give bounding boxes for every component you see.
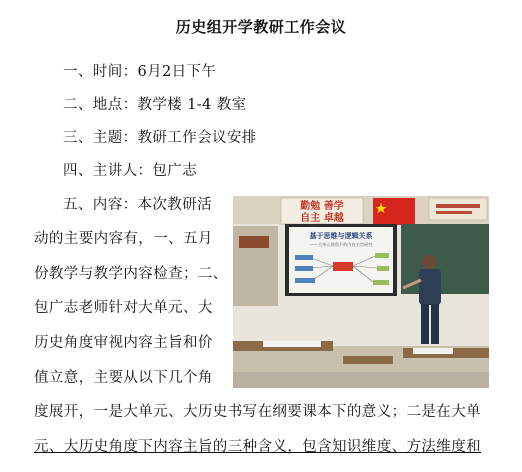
content-line-3: 份教学与教学内容检查；二、 [34,266,228,282]
teacher [422,255,436,269]
time-value: 6月2日下午 [137,64,217,80]
theme-value: 教研工作会议安排 [137,130,257,146]
location-value: 教学楼 1-4 教室 [137,97,247,113]
document-title: 历史组开学教研工作会议 [175,18,347,36]
speaker-label: 四、主讲人： [63,163,153,179]
speaker-line [63,159,197,180]
theme-line [63,126,257,147]
content-line-5: 历史角度审视内容主旨和价 [34,335,213,351]
time-label: 一、时间： [63,64,138,80]
content-line-8: 元、大历史角度下内容主旨的三种含义，包含知识维度、方法维度和 [34,439,481,455]
content-line-2: 动的主要内容有，一、五月 [34,231,213,247]
banner-text-top: 勤勉 善学 [300,201,344,212]
banner-text-bottom: 自主 卓越 [300,213,344,224]
content-line-6: 值立意，主要从以下几个角 [34,370,213,386]
meeting-photo [233,196,489,388]
content-line-7: 度展开，一是大单元、大历史书写在纲要课本下的意义；二是在大单 [34,404,481,420]
content-line-1: 五、内容：本次教研活 [63,197,212,213]
time-line [63,60,216,81]
location-line [63,93,247,114]
theme-label: 三、主题： [63,130,138,146]
screen-title: 基于思维与逻辑关系 [309,232,373,240]
location-label: 二、地点： [63,97,138,113]
screen-subtitle: ——大单元视角下的内容主旨研究 [309,242,373,247]
meeting-photo-illustration [233,196,489,388]
speaker-value: 包广志 [152,163,198,179]
content-line-4: 包广志老师针对大单元、大 [34,300,213,316]
